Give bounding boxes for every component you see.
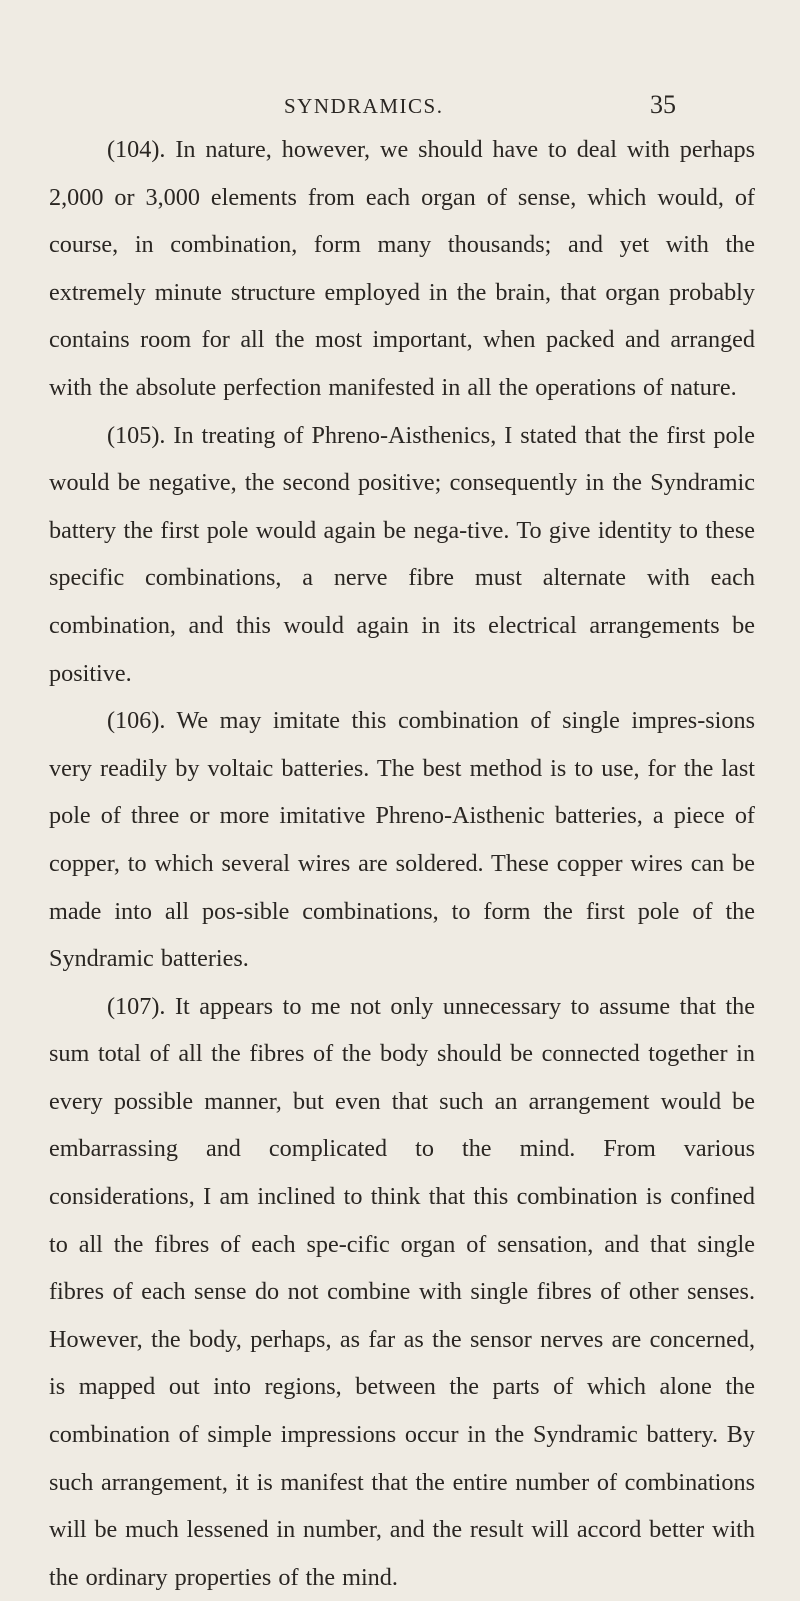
running-title: SYNDRAMICS. (284, 94, 444, 118)
paragraph-105: (105). In treating of Phreno-Aisthenics, I stated that the first pole would be negative, the second positive; consequently in the Syndramic battery the first pole would again be nega-tive. To give identity to these specific combinations, a nerve fibre must alternate with each combination, and this would again in its electrical arrangements be positive. (49, 421, 755, 687)
paragraph-107: (107). It appears to me not only unnecessary to assume that the sum total of all the fibres of the body should be connected together in every possible manner, but even that such an arrangement would be embarrassing and complicated to the mind. From various considerations, I am inclined to think that this combination is confined to all the fibres of each spe-cific organ of sensation, and that single fibres of each sense do not combine with single fibres of other senses. However, the body, perhaps, as far as the sensor nerves are concerned, is mapped out into regions, between the parts of which alone the combination of simple impressions occur in the Syndramic battery. By such arrangement, it is manifest that the entire number of combinations will be much lessened in number, and the result will accord better with the ordinary properties of the mind. (49, 992, 755, 1591)
running-head (0, 88, 800, 128)
body-text (49, 126, 755, 1601)
paragraph-106: (106). We may imitate this combination of single impres-sions very readily by voltaic batteries. The best method is to use, for the last pole of three or more imitative Phreno-Aisthenic batteries, a piece of copper, to which several wires are soldered. These copper wires can be made into all pos-sible combinations, to form the first pole of the Syndramic batteries. (49, 707, 755, 973)
page-number: 35 (650, 90, 676, 119)
paragraph-104: (104). In nature, however, we should have to deal with perhaps 2,000 or 3,000 elements from each organ of sense, which would, of course, in combination, form many thousands; and yet with the extremely minute structure employed in the brain, that organ probably contains room for all the most important, when packed and arranged with the absolute perfection manifested in all the operations of nature. (49, 136, 755, 401)
